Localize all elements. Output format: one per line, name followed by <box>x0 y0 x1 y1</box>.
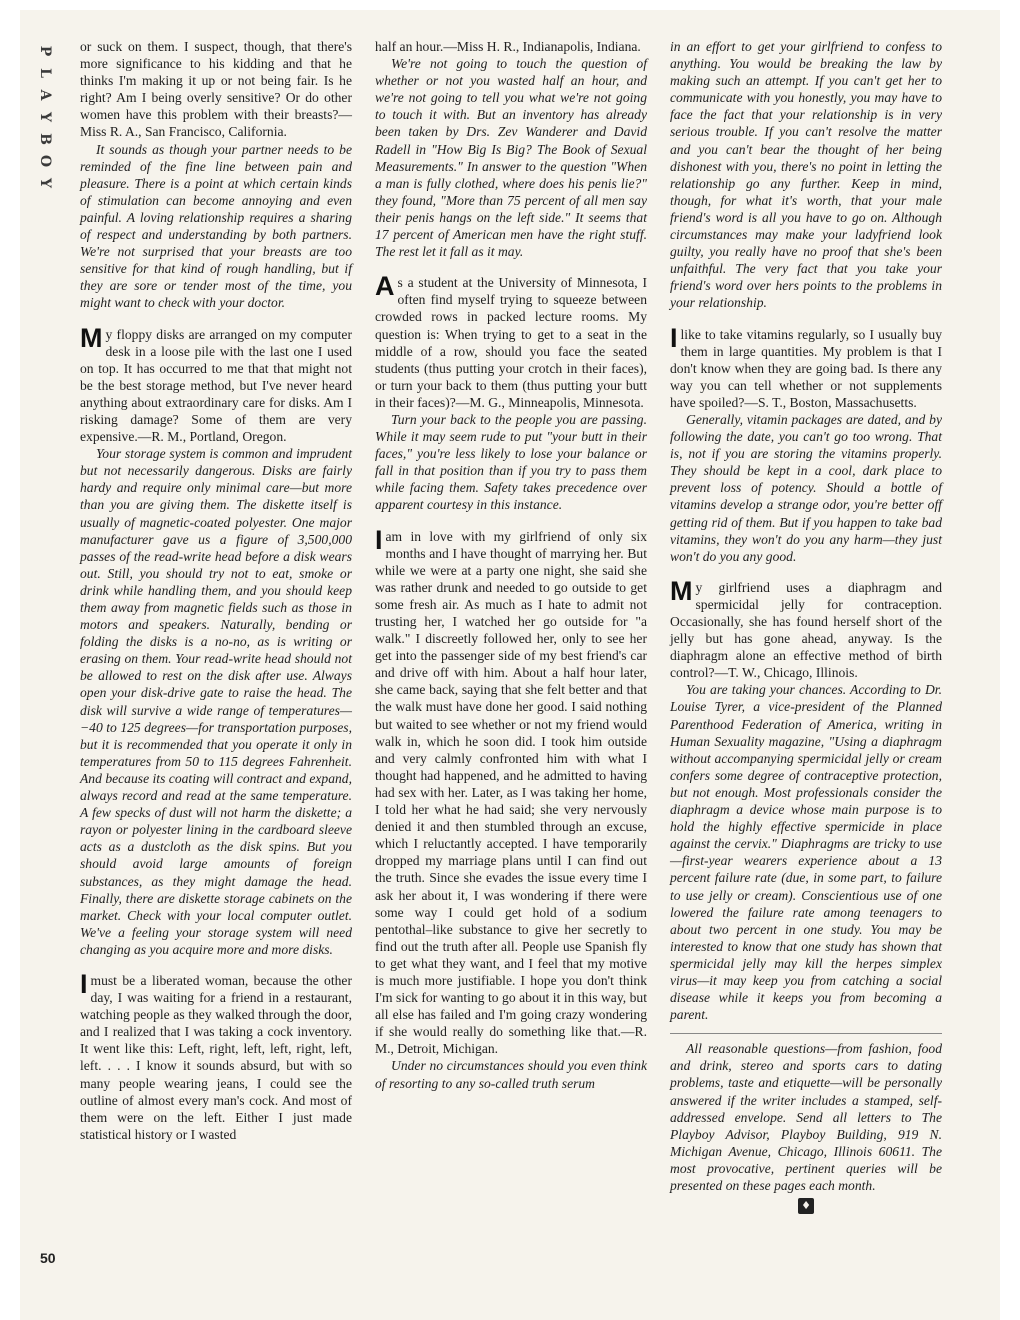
question-text: half an hour.—Miss H. R., Indianapolis, Indiana. <box>375 39 641 54</box>
question-text: like to take vitamins regularly, so I usually buy them in large quantities. My problem is that I don't know when they are going bad. Is there any way you can tell whether or not supplements have spoiled?—S. T., Boston, Massachusetts. <box>670 326 942 410</box>
answer-text: Generally, vitamin packages are dated, and by following the date, you can't go too wrong. That is, not if you are storing the vitamins properly. They should be kept in a cool, dark place to prevent loss of potency. Should a bottle of vitamins develop a strange odor, you're better off getting rid of them. But if you happen to take bad vitamins, they won't do you any harm—they just won't do you any good. <box>670 411 942 564</box>
drop-cap: M <box>80 322 103 353</box>
column-2 <box>375 38 647 1092</box>
answer-text: Turn your back to the people you are passing. While it may seem rude to put "your butt in their faces," you're less likely to lose your balance or fall in that position than if you try to pass them while facing them. Safety takes precedence over apparent courtesy in this instance. <box>375 411 647 513</box>
drop-cap: I <box>670 322 678 353</box>
answer-text: We're not going to touch the question of whether or not you wasted half an hour, and we're not going to tell you what we're not going to touch it with. But an inventory has already been taken by Drs. Zev Wanderer and David Radell in "How Big Is Big? The Book of Sexual Measurements." In answer to the question "When a man is fully clothed, where does his penis lie?" they found, "More than 75 percent of all men say their penis hangs on the left side." It seems that 17 percent of American men have the right stuff. The rest let it fall as it may. <box>375 56 647 260</box>
bunny-logo-icon: ♦ <box>798 1198 814 1214</box>
magazine-page <box>20 10 1000 1320</box>
closing-note-box <box>670 1033 942 1214</box>
question-paragraph <box>80 968 352 1143</box>
question-text: y girlfriend uses a diaphragm and spermicidal jelly for contraception. Occasionally, she has found herself short of the jelly but has gone ahead, anyway. Is the diaphragm alone an effective method of birth control?—T. W., Chicago, Illinois. <box>670 579 942 681</box>
masthead-vertical <box>34 40 56 194</box>
masthead-letter: Y <box>37 178 53 188</box>
column-3 <box>670 38 942 1214</box>
drop-cap: A <box>375 271 395 302</box>
masthead-letter: L <box>37 68 53 78</box>
masthead-letter: O <box>37 154 53 168</box>
closing-note: All reasonable questions—from fashion, food and drink, stereo and sports cars to dating problems, taste and etiquette—will be personally answered if the writer includes a stamped, self-addressed envelope. Send all letters to The Playboy Advisor, Playboy Building, 919 N. Michigan Avenue, Chicago, Illinois 60611. The most provocative, pertinent queries will be presented on these pages each month. <box>670 1041 942 1193</box>
answer-text: in an effort to get your girlfriend to confess to anything. You would be breaking the law by making such an attempt. If you can't get her to communicate with you honestly, you may have to face the fact that your relationship is in very serious trouble. If you can't resolve the matter and you can't bear the thought of her being dishonest with you, there's no point in letting the relationship go any further. Keep in mind, though, for what it's worth, that your male friend's word is all you have to go on. Although circumstances may make your ladyfriend look guilty, you really have no proof that she's been unfaithful. The very fact that you take your friend's word over hers points to the problems in your relationship. <box>670 39 942 311</box>
masthead-letter: P <box>37 45 53 57</box>
question-text: must be a liberated woman, because the other day, I was waiting for a friend in a restaurant, watching people as they walked through the door, and I realized that I was taking a cock inventory. It went like this: Left, right, left, left, right, left, left. . . . I know it sounds absurd, but with so many people wearing jeans, I could see the outline of almost every man's cock. And most of them were on the left. Either I just made statistical history or I wasted <box>80 972 352 1142</box>
question-paragraph <box>670 575 942 682</box>
masthead-letter: Y <box>37 112 53 122</box>
answer-text: It sounds as though your partner needs to be reminded of the fine line between pain and pleasure. There is a point at which certain kinds of stimulation can become annoying and even painful. A loving relationship requires a sharing of respect and understanding by both partners. We're not surprised that your breasts are too sensitive for that kind of rough handling, but if they are sore or tender most of the time, you might want to check with your doctor. <box>80 141 352 311</box>
drop-cap: I <box>80 968 88 999</box>
answer-text: You are taking your chances. According to Dr. Louise Tyrer, a vice-president of the Planned Parenthood Federation of America, writing in Human Sexuality magazine, "Using a diaphragm without accompanying spermicidal jelly or cream confers some degree of contraceptive protection, but not enough. Most professionals consider the diaphragm a device whose main purpose is to hold the highly effective spermicide in place against the cervix." Diaphragms are tricky to use—first-year wearers experience about a 13 percent failure rate (due, in some part, to failure to use jelly or cream). Conscientious use of one lowered the failure rate among teenagers to about two percent in one study. You may be interested to know that one study has shown that spermicidal jelly may kill the herpes simplex virus—it may keep you from catching a social disease while it keeps you from becoming a parent. <box>670 682 942 1023</box>
question-paragraph <box>670 322 942 411</box>
question-text: am in love with my girlfriend of only six months and I have thought of marrying her. But while we were at a party one night, she said she was rather drunk and needed to go outside to get some fresh air. As much as I hate to admit not trusting her, I watched her go outside for "a walk." I discreetly followed her, only to see her get into the passenger side of my best friend's car and drive off with him. About a half hour later, she came back, saying that she felt better and that the walk must have done her good. I said nothing but waited to see whether or not my friend would walk in, which he soon did. I took him outside and very calmly confronted him with what I thought had happened, and he admitted to having had sex with her. Later, as I was taking her home, I told her what he had said; she very nervously denied it and then stumbled through an excuse, which I reluctantly accepted. I have temporarily dropped my marriage plans until I can find out the truth. Since she evades the issue every time I ask her about it, I was wondering if there were some way I could get hold of a sodium pentothal–like substance to give her secretly to find out the truth after all. People use Spanish fly to get what they want, and I feel that my motive is much more justifiable. I hope you don't think I'm sick for wanting to go about it in this way, but all else has failed and I'm going crazy wondering if she would really do something like that.—R. M., Detroit, Michigan. <box>375 528 647 1057</box>
question-text: s a student at the University of Minnesota, I often find myself trying to squeeze between crowded rows in packed lecture rooms. My question is: When trying to get to a seat in the middle of a row, should you face the seated students (thus putting your crotch in their faces), or turn your back to them (thus putting your butt in their faces)?—M. G., Minneapolis, Minnesota. <box>375 275 647 410</box>
question-paragraph <box>80 322 352 446</box>
answer-text: Your storage system is common and imprudent but not necessarily dangerous. Disks are fairly hardy and require only minimal care—but more than you are giving them. The diskette itself is usually of magnetic-coated polyester. One major manufacturer gave us a figure of 3,500,000 passes of the read-write head before a disk wears out. Still, you should try not to eat, smoke or drink while handling them, and you should keep them away from magnetic fields such as those in motors and speakers. Naturally, bending or folding the disks is a no-no, as is writing or erasing on them. Your read-write head should not be allowed to rest on the disk after use. Always open your disk-drive gate to raise the head. The disk will survive a wide range of temperatures—−40 to 125 degrees—for transportation purposes, but it is recommended that you operate it only in temperatures from 50 to 115 degrees Fahrenheit. And because its coating will contract and expand, always record and read at the same temperature. A few specks of dust will not harm the diskette; a rayon or polyester lining in the cardboard sleeve acts as a dustcloth as the disk spins. But you should avoid large amounts of foreign substances, as they might damage the head. Finally, there are diskette storage cabinets on the market. Check with your local computer outlet. We've a feeling your storage system will need changing as you acquire more and more disks. <box>80 446 352 957</box>
page-number: 50 <box>40 1250 56 1266</box>
masthead-letter: A <box>37 89 53 101</box>
question-text: or suck on them. I suspect, though, that there's more significance to his kidding and that he thinks I'm making it up or not being fair. Is he right? Am I being overly sensitive? Or do other women have this problem with their breasts?—Miss R. A., San Francisco, California. <box>80 39 352 140</box>
masthead-letter: B <box>37 133 53 145</box>
answer-text: Under no circumstances should you even think of resorting to any so-called truth serum <box>375 1058 647 1091</box>
question-paragraph <box>375 271 647 411</box>
column-1 <box>80 38 352 1143</box>
question-text: y floppy disks are arranged on my computer desk in a loose pile with the last one I used on top. It has occurred to me that that might not be the best storage method, but I've never heard anything about extraordinary care for disks. Am I risking damage? Some of them are very expensive.—R. M., Portland, Oregon. <box>80 326 352 445</box>
drop-cap: I <box>375 524 383 555</box>
drop-cap: M <box>670 575 693 606</box>
question-paragraph <box>375 524 647 1058</box>
